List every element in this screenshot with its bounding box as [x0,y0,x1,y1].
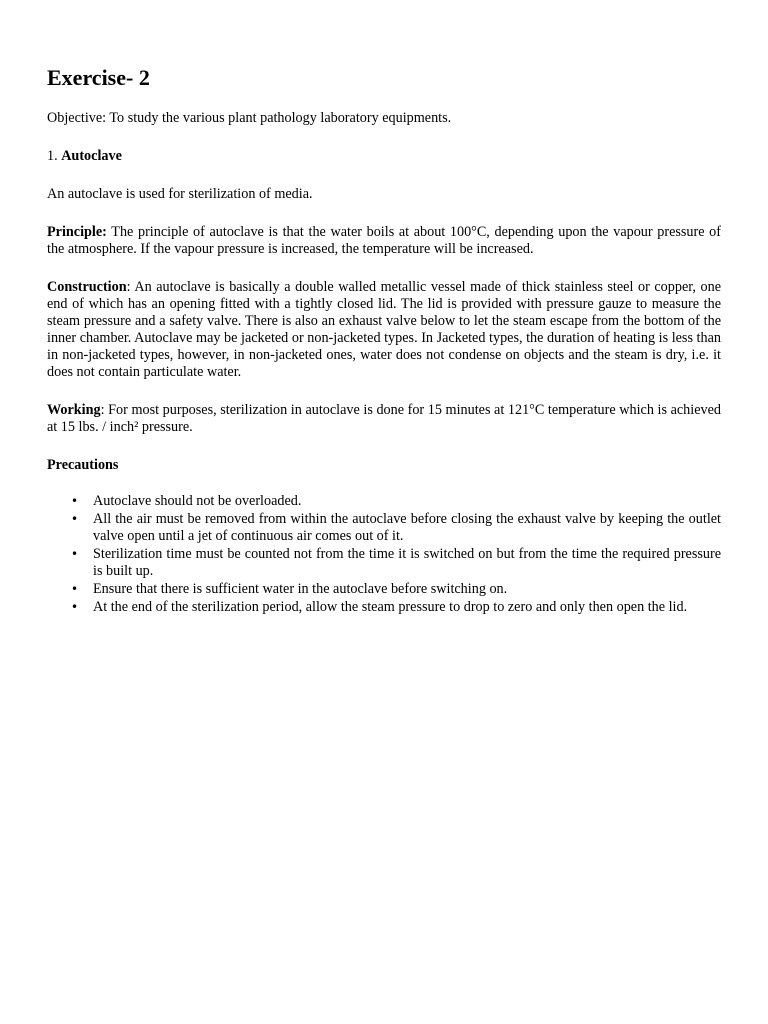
precautions-heading: Precautions [47,457,119,473]
section-number: 1. [47,148,58,164]
bullet-icon: • [71,582,79,596]
principle-paragraph [47,224,721,258]
bullet-icon: • [71,547,79,561]
list-item-text: Ensure that there is sufficient water in the autoclave before switching on. [93,581,508,597]
section-heading [47,148,721,165]
principle-text: The principle of autoclave is that the water boils at about 100°C, depending upon the vapour pressure of the atmosphere. If the vapour pressure is increased, the temperature will be increased. [47,224,721,257]
section-title: Autoclave [61,148,122,164]
bullet-icon: • [71,600,79,614]
list-item-text: All the air must be removed from within the autoclave before closing the exhaust valve by keeping the outlet valve open until a jet of continuous air comes out of it. [93,511,721,544]
working-text: : For most purposes, sterilization in autoclave is done for 15 minutes at 121°C temperature which is achieved at 15 lbs. / inch² pressure. [47,402,721,435]
bullet-icon: • [71,512,79,526]
working-label: Working [47,402,101,418]
construction-text: : An autoclave is basically a double walled metallic vessel made of thick stainless steel or copper, one end of which has an opening fitted with a tightly closed lid. The lid is provided with pressure gauze to measure the steam pressure and a safety valve. There is also an exhaust valve below to let the steam escape from the bottom of the inner chamber. Autoclave may be jacketed or non-jacketed types. In Jacketed types, the duration of heating is less than in non-jacketed types, however, in non-jacketed ones, water does not condense on objects and the steam is dry, i.e. it does not contain particulate water. [47,279,721,380]
list-item [47,511,721,545]
list-item [47,581,721,598]
list-item-text: At the end of the sterilization period, allow the steam pressure to drop to zero and only then open the lid. [93,599,688,615]
construction-paragraph [47,279,721,381]
precautions-list [47,493,721,616]
list-item [47,493,721,510]
list-item-text: Autoclave should not be overloaded. [93,493,302,509]
construction-label: Construction [47,279,127,295]
document-page [47,64,721,617]
principle-label: Principle: [47,224,107,240]
objective-text: Objective: To study the various plant pathology laboratory equipments. [47,110,452,126]
list-item-text: Sterilization time must be counted not from the time it is switched on but from the time the required pressure is built up. [93,546,721,579]
intro-text: An autoclave is used for sterilization of media. [47,186,313,202]
list-item [47,599,721,616]
working-paragraph [47,402,721,436]
list-item [47,546,721,580]
page-title: Exercise- 2 [47,65,150,90]
bullet-icon: • [71,494,79,508]
